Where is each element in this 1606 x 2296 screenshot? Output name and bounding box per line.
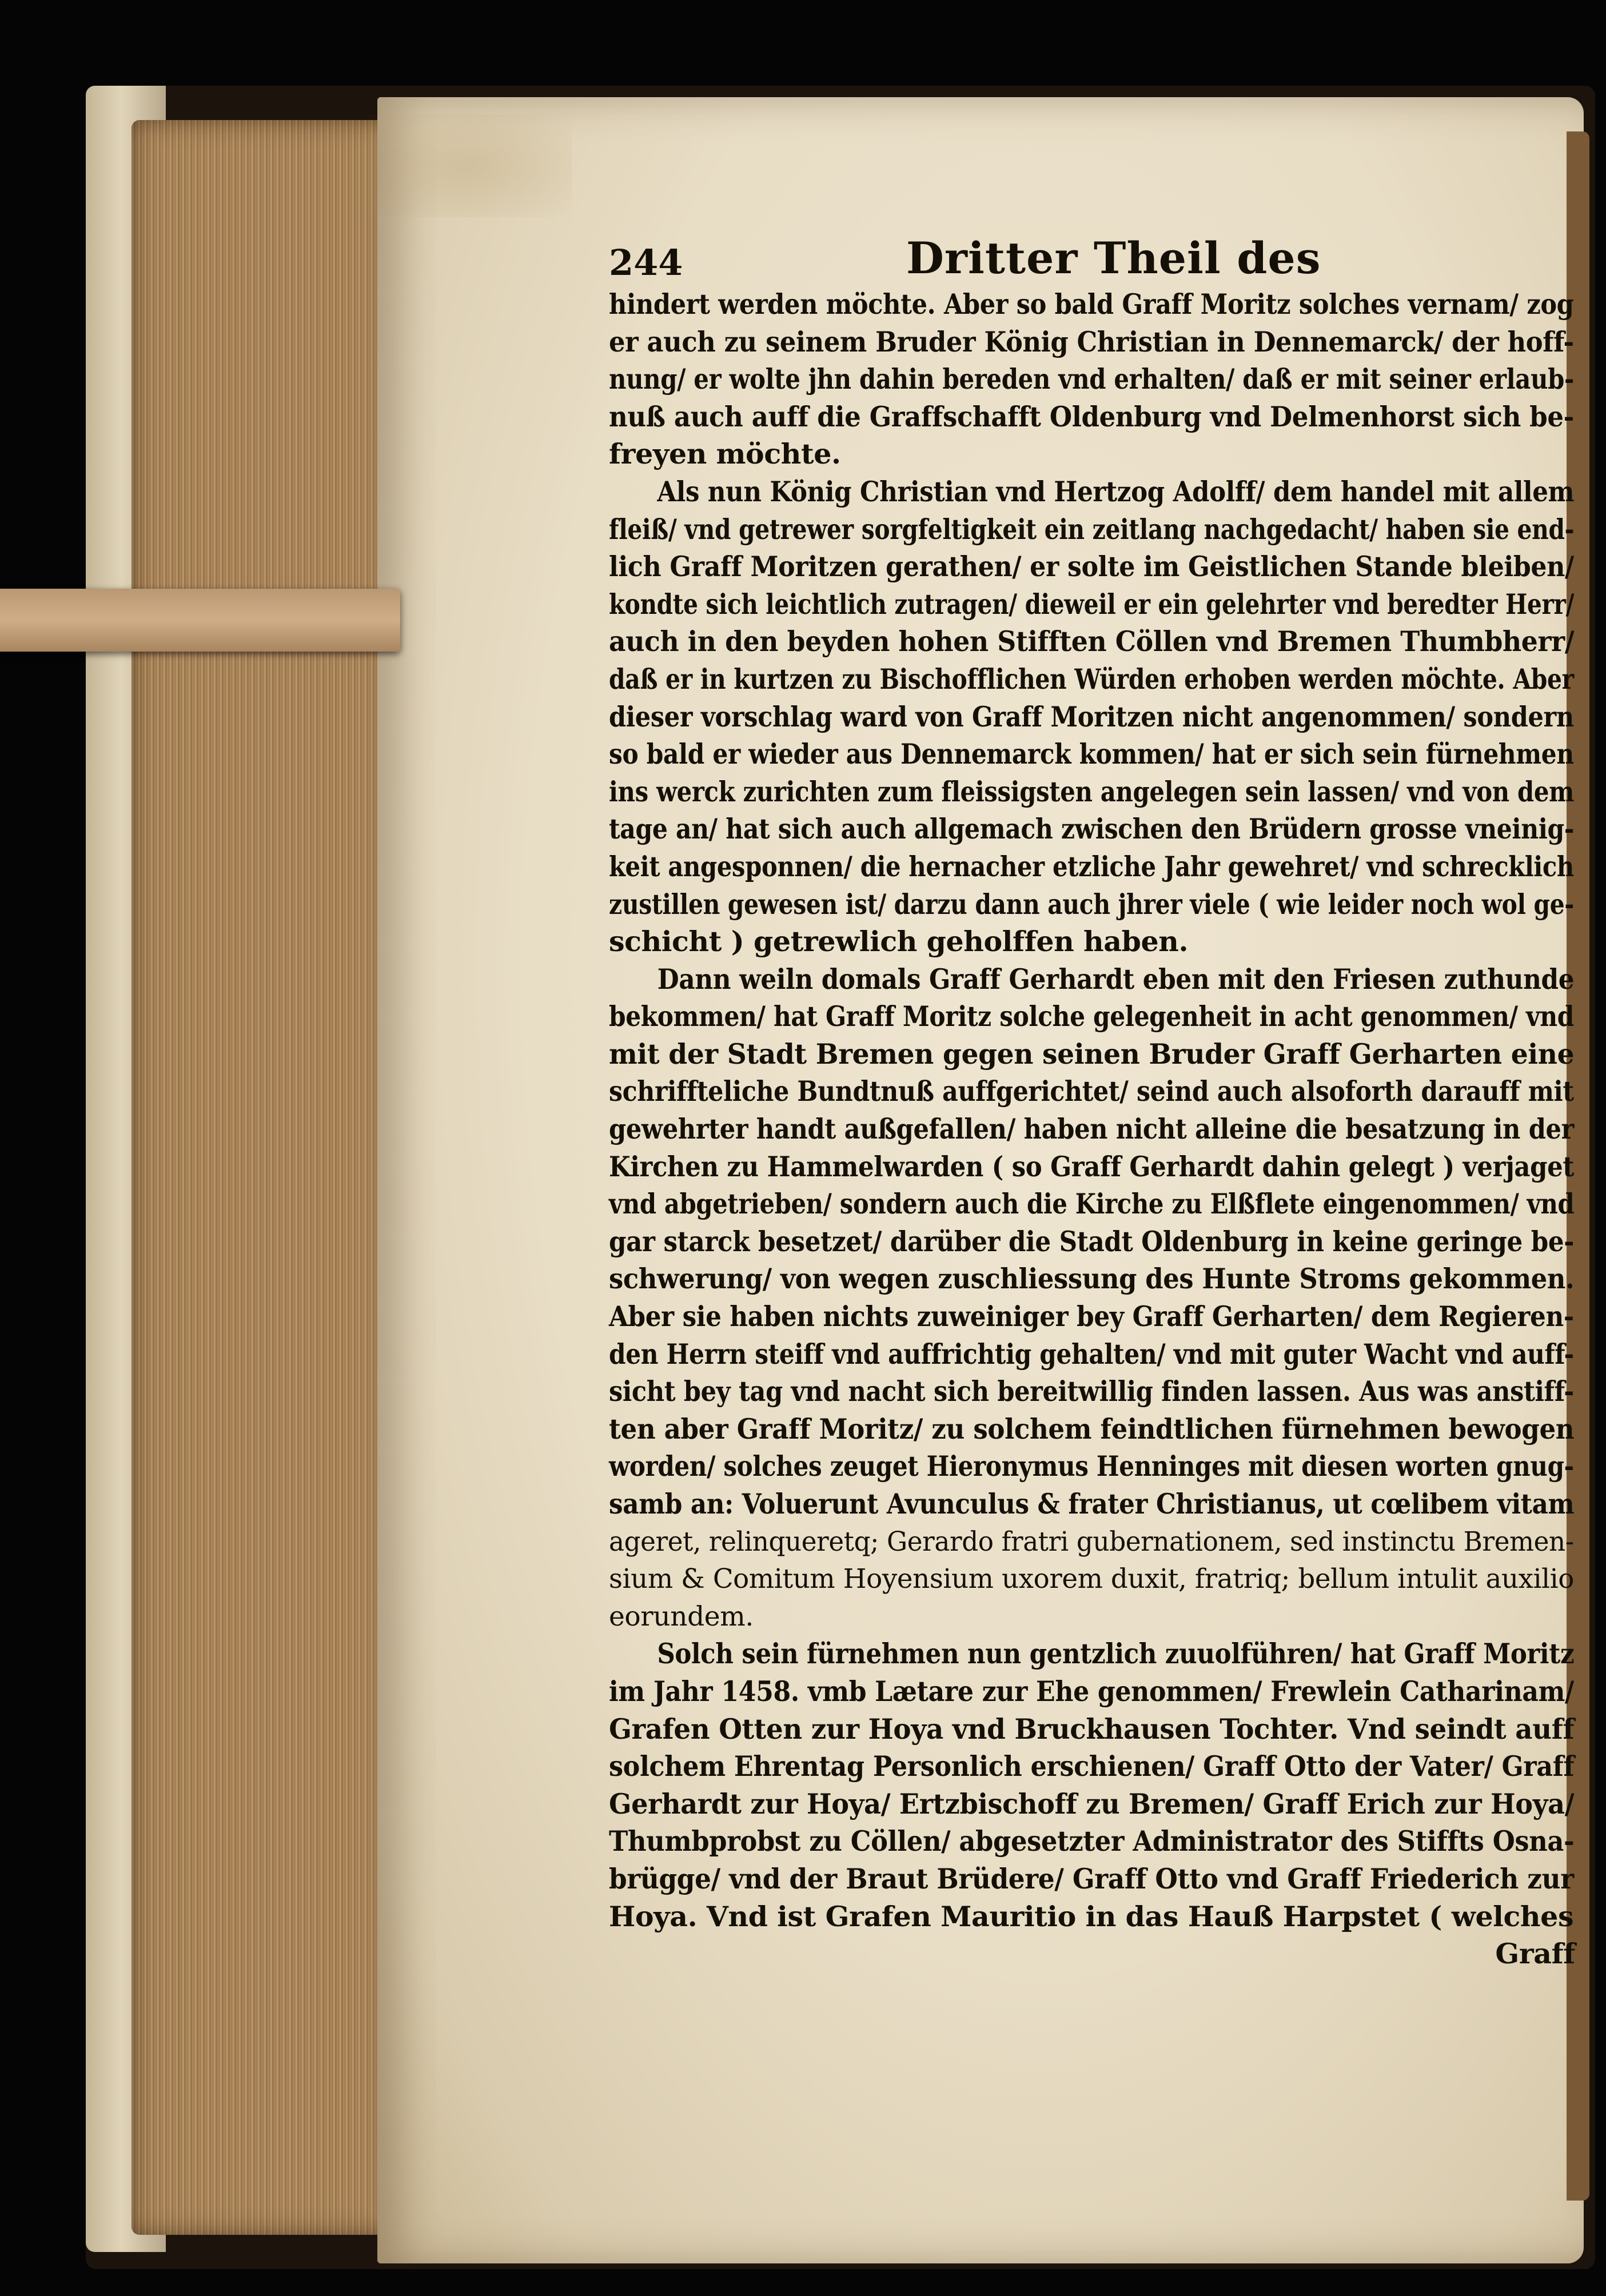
text-line: kondte sich leichtlich zutragen/ dieweil er ein gelehrter vnd beredter Herr/ bbox=[609, 587, 1575, 621]
page-number: 244 bbox=[609, 242, 683, 283]
text-line: er auch zu seinem Bruder König Christian in Dennemarck/ der hoff- bbox=[609, 325, 1574, 358]
text-line: gar starck besetzet/ darüber die Stadt Oldenburg in keine geringe be- bbox=[609, 1224, 1575, 1258]
text-line: im Jahr 1458. vmb Lætare zur Ehe genommen/ Frewlein Catharinam/ bbox=[609, 1674, 1574, 1708]
text-line: daß er in kurtzen zu Bischofflichen Würden erhoben werden möchte. Aber bbox=[609, 662, 1574, 696]
text-line: samb an: Voluerunt Avunculus & frater Christianus, ut cœlibem vitam bbox=[609, 1487, 1575, 1520]
page-edges bbox=[131, 120, 394, 2235]
text-line: Kirchen zu Hammelwarden ( so Graff Gerhardt dahin gelegt ) verjaget bbox=[609, 1149, 1575, 1183]
latin-line: ageret, relinqueretq; Gerardo fratri gubernationem, sed instinctu Bremen- bbox=[609, 1526, 1574, 1558]
page-stain bbox=[366, 114, 572, 217]
latin-line: sium & Comitum Hoyensium uxorem duxit, fratriq; bellum intulit auxilio bbox=[609, 1563, 1574, 1595]
text-line: auch in den beyden hohen Stifften Cöllen vnd Bremen Thumbherr/ bbox=[609, 625, 1575, 658]
text-line: keit angesponnen/ die hernacher etzliche Jahr gewehret/ vnd schrecklich bbox=[609, 849, 1574, 883]
text-block bbox=[609, 229, 1575, 1973]
text-line: sicht bey tag vnd nacht sich bereitwillig finden lassen. Aus was anstiff- bbox=[609, 1375, 1574, 1408]
text-line: worden/ solches zeuget Hieronymus Henninges mit diesen worten gnug- bbox=[609, 1450, 1574, 1483]
text-line: mit der Stadt Bremen gegen seinen Bruder Graff Gerharten eine bbox=[609, 1037, 1575, 1071]
text-line: hindert werden möchte. Aber so bald Graff Moritz solches vernam/ zog bbox=[609, 288, 1574, 321]
text-line: Solch sein fürnehmen nun gentzlich zuuolführen/ hat Graff Moritz bbox=[657, 1637, 1575, 1671]
text-line: schicht ) getrewlich geholffen haben. bbox=[609, 925, 1189, 959]
body-text bbox=[609, 286, 1575, 1973]
text-line: Grafen Otten zur Hoya vnd Bruckhausen Tochter. Vnd seindt auff bbox=[609, 1712, 1575, 1746]
text-line: ins werck zurichten zum fleissigsten angelegen sein lassen/ vnd von dem bbox=[609, 774, 1575, 808]
text-line: fleiß/ vnd getrewer sorgfeltigkeit ein zeitlang nachgedacht/ haben sie end- bbox=[609, 512, 1575, 546]
latin-line: eorundem. bbox=[609, 1600, 754, 1632]
text-line: vnd abgetrieben/ sondern auch die Kirche zu Elßflete eingenommen/ vnd bbox=[609, 1187, 1575, 1221]
text-line: solchem Ehrentag Personlich erschienen/ Graff Otto der Vater/ Graff bbox=[609, 1750, 1575, 1783]
text-line: Hoya. Vnd ist Grafen Mauritio in das Hauß Harpstet ( welches bbox=[609, 1899, 1574, 1933]
text-line: freyen möchte. bbox=[609, 437, 841, 471]
text-line: dieser vorschlag ward von Graff Moritzen nicht angenommen/ sondern bbox=[609, 700, 1574, 733]
text-line: schwerung/ von wegen zuschliessung des Hunte Stroms gekommen. bbox=[609, 1262, 1575, 1296]
text-line: so bald er wieder aus Dennemarck kommen/ hat er sich sein fürnehmen bbox=[609, 737, 1574, 771]
text-line: Aber sie haben nichts zuweiniger bey Graff Gerharten/ dem Regieren- bbox=[609, 1300, 1574, 1333]
text-line: den Herrn steiff vnd auffrichtig gehalten/ vnd mit guter Wacht vnd auff- bbox=[609, 1337, 1574, 1371]
text-line: Thumbprobst zu Cöllen/ abgesetzter Administrator des Stiffts Osna- bbox=[609, 1824, 1575, 1858]
text-line: brügge/ vnd der Braut Brüdere/ Graff Otto vnd Graff Friederich zur bbox=[609, 1862, 1574, 1895]
bookmark-ribbon[interactable] bbox=[0, 589, 400, 652]
text-line: schriffteliche Bundtnuß auffgerichtet/ seind auch alsoforth darauff mit bbox=[609, 1075, 1574, 1108]
text-line: nung/ er wolte jhn dahin bereden vnd erhalten/ daß er mit seiner erlaub- bbox=[609, 362, 1575, 396]
text-line: gewehrter handt außgefallen/ haben nicht alleine die besatzung in der bbox=[609, 1112, 1575, 1146]
text-line: nuß auch auff die Graffschafft Oldenburg vnd Delmenhorst sich be- bbox=[609, 400, 1575, 433]
catchword: Graff bbox=[1495, 1937, 1575, 1971]
text-line: lich Graff Moritzen gerathen/ er solte im Geistlichen Stande bleiben/ bbox=[609, 550, 1574, 584]
running-title: Dritter Theil des bbox=[906, 233, 1321, 283]
text-line: zustillen gewesen ist/ darzu dann auch jhrer viele ( wie leider noch wol ge- bbox=[609, 887, 1575, 921]
text-line: ten aber Graff Moritz/ zu solchem feindtlichen fürnehmen bewogen bbox=[609, 1412, 1575, 1446]
text-line: Als nun König Christian vnd Hertzog Adolff/ dem handel mit allem bbox=[657, 474, 1575, 508]
text-line: bekommen/ hat Graff Moritz solche gelegenheit in acht genommen/ vnd bbox=[609, 1000, 1574, 1033]
page-header bbox=[609, 229, 1575, 283]
text-line: tage an/ hat sich auch allgemach zwischen den Brüdern grosse vneinig- bbox=[609, 812, 1575, 846]
text-line: Dann weiln domals Graff Gerhardt eben mit den Friesen zuthunde bbox=[657, 962, 1575, 996]
text-line: Gerhardt zur Hoya/ Ertzbischoff zu Bremen/ Graff Erich zur Hoya/ bbox=[609, 1787, 1575, 1820]
